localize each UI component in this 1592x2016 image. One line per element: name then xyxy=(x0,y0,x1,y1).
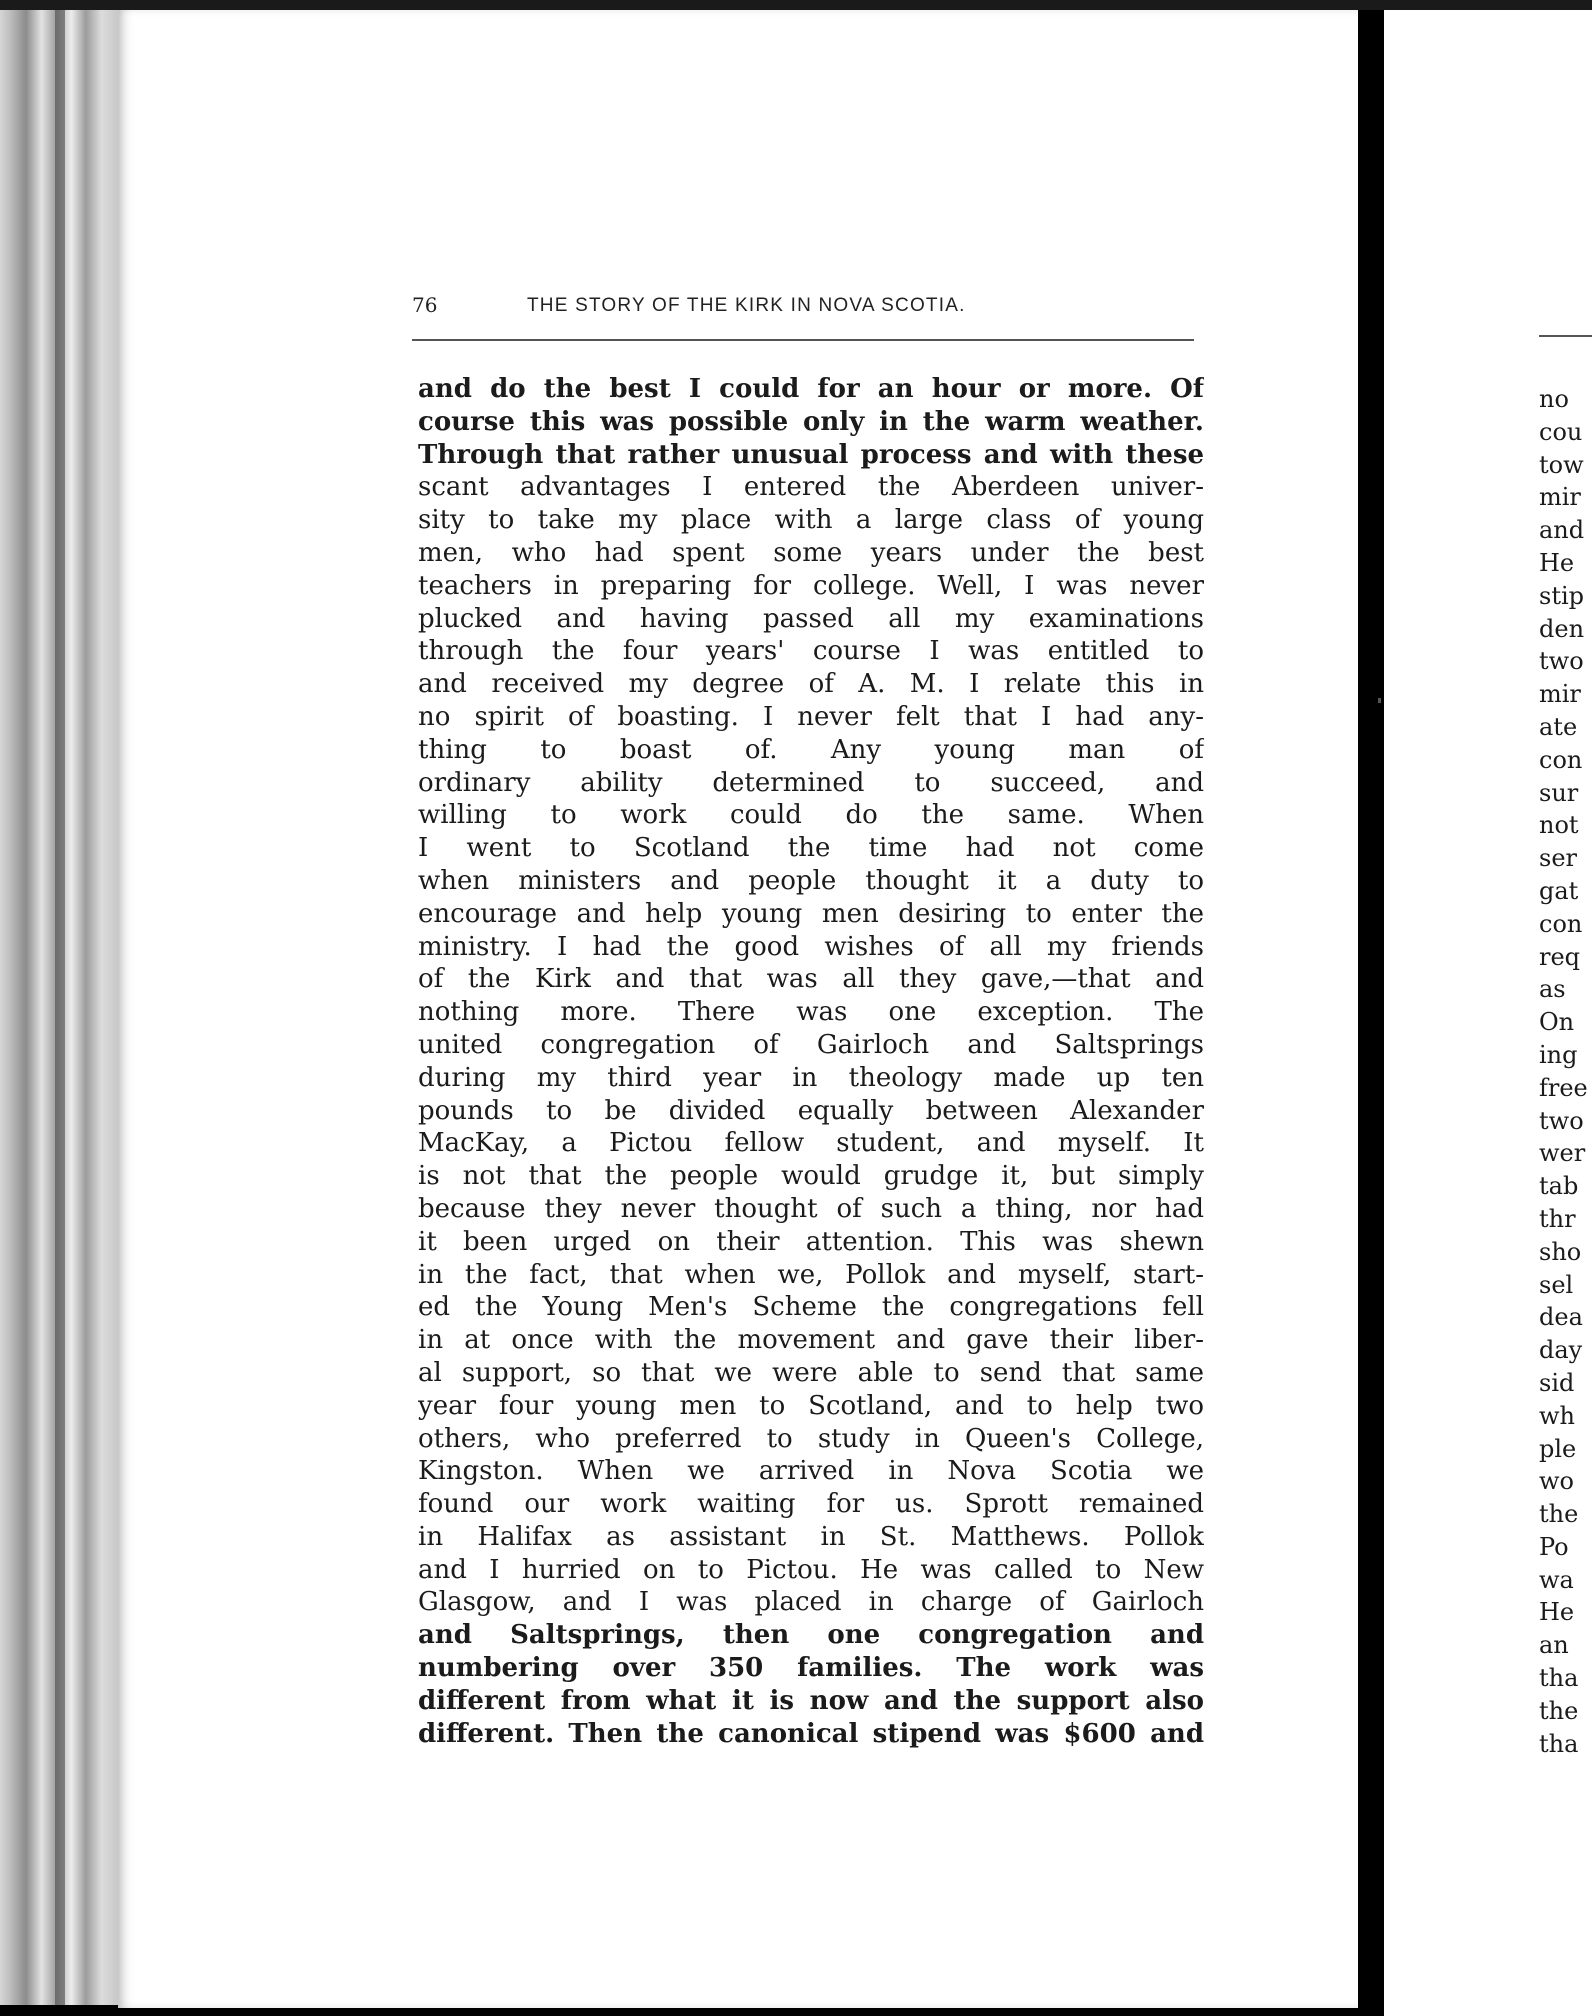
text-line: I went to Scotland the time had not come xyxy=(418,833,1204,864)
text-line: because they never thought of such a thing, nor had xyxy=(418,1193,1204,1224)
facing-page-line: tab xyxy=(1539,1172,1579,1201)
facing-page-line: sid xyxy=(1539,1368,1575,1397)
text-line: and do the best I could for an hour or more. Of xyxy=(418,374,1204,404)
facing-page-line: ate xyxy=(1539,712,1578,741)
facing-page-line: wer xyxy=(1539,1139,1586,1168)
text-line: when ministers and people thought it a duty to xyxy=(418,865,1204,896)
facing-page-line: ing xyxy=(1539,1040,1578,1069)
text-line: Glasgow, and I was placed in charge of Gairloch xyxy=(418,1587,1204,1618)
facing-page-line: two xyxy=(1539,1106,1584,1135)
body-text xyxy=(418,373,1204,1750)
facing-page-line: ple xyxy=(1539,1434,1577,1463)
text-line: during my third year in theology made up ten xyxy=(418,1062,1204,1093)
text-line: others, who preferred to study in Queen's College, xyxy=(418,1423,1204,1454)
text-line: ed the Young Men's Scheme the congregations fell xyxy=(418,1292,1204,1323)
facing-page xyxy=(1384,10,1592,2016)
facing-page-line: an xyxy=(1539,1631,1569,1660)
text-line: willing to work could do the same. When xyxy=(418,800,1204,831)
text-line: found our work waiting for us. Sprott remained xyxy=(418,1489,1204,1520)
text-line: in the fact, that when we, Pollok and myself, start- xyxy=(418,1259,1204,1290)
text-line: year four young men to Scotland, and to help two xyxy=(418,1390,1204,1421)
text-line: Kingston. When we arrived in Nova Scotia we xyxy=(418,1456,1204,1487)
text-line: and received my degree of A. M. I relate this in xyxy=(418,669,1204,700)
facing-page-text xyxy=(1539,383,1592,1760)
facing-page-line: wo xyxy=(1539,1467,1574,1496)
text-line: united congregation of Gairloch and Saltsprings xyxy=(418,1029,1204,1060)
text-line: scant advantages I entered the Aberdeen univer- xyxy=(418,472,1204,503)
facing-page-line: mir xyxy=(1539,680,1581,709)
text-line: men, who had spent some years under the best xyxy=(418,537,1204,568)
facing-page-line: cou xyxy=(1539,417,1583,446)
facing-page-line: tha xyxy=(1539,1664,1579,1693)
facing-page-line: and xyxy=(1539,516,1585,545)
page-number: 76 xyxy=(412,293,438,317)
facing-page-line: sel xyxy=(1539,1270,1574,1299)
facing-page-line: the xyxy=(1539,1696,1579,1725)
facing-page-line: sur xyxy=(1539,778,1579,807)
facing-page-line: free xyxy=(1539,1073,1588,1102)
page-gutter xyxy=(1358,10,1384,2016)
text-line: in at once with the movement and gave their liber- xyxy=(418,1325,1204,1356)
facing-page-line: con xyxy=(1539,745,1583,774)
book-page-edges xyxy=(0,10,130,2005)
text-line: different. Then the canonical stipend was $600 and xyxy=(418,1718,1204,1749)
text-line: ministry. I had the good wishes of all my friends xyxy=(418,931,1204,962)
scan-top-border xyxy=(0,0,1592,10)
text-line: through the four years' course I was entitled to xyxy=(418,636,1204,667)
book-edge-shadow xyxy=(55,10,65,2005)
text-line: al support, so that we were able to send that same xyxy=(418,1357,1204,1388)
facing-page-line: the xyxy=(1539,1500,1579,1529)
facing-page-line: thr xyxy=(1539,1204,1576,1233)
facing-page-line: gat xyxy=(1539,876,1579,905)
text-line: of the Kirk and that was all they gave,—that and xyxy=(418,964,1204,995)
facing-page-line: dea xyxy=(1539,1303,1583,1332)
facing-page-line: He xyxy=(1539,1598,1575,1627)
facing-page-line: con xyxy=(1539,909,1583,938)
text-line: in Halifax as assistant in St. Matthews. Pollok xyxy=(418,1521,1204,1552)
text-line: and I hurried on to Pictou. He was called to New xyxy=(418,1554,1204,1585)
text-line: it been urged on their attention. This was shewn xyxy=(418,1226,1204,1257)
facing-page-line: two xyxy=(1539,647,1584,676)
facing-page-line: den xyxy=(1539,614,1585,643)
facing-page-line: day xyxy=(1539,1336,1583,1365)
text-line: no spirit of boasting. I never felt that I had any- xyxy=(418,701,1204,732)
text-line: sity to take my place with a large class of young xyxy=(418,505,1204,536)
facing-page-line: On xyxy=(1539,1008,1575,1037)
text-line: numbering over 350 families. The work was xyxy=(418,1653,1204,1684)
running-head xyxy=(412,293,1194,333)
facing-page-line: tha xyxy=(1539,1729,1579,1758)
text-line: nothing more. There was one exception. The xyxy=(418,997,1204,1028)
facing-page-line: not xyxy=(1539,811,1579,840)
facing-page-line: ser xyxy=(1539,844,1577,873)
facing-page-line: stip xyxy=(1539,581,1584,610)
text-line: and Saltsprings, then one congregation and xyxy=(418,1620,1204,1651)
facing-page-line: mir xyxy=(1539,483,1581,512)
text-line: MacKay, a Pictou fellow student, and myself. It xyxy=(418,1128,1204,1159)
running-head-title: THE STORY OF THE KIRK IN NOVA SCOTIA. xyxy=(527,295,966,316)
text-line: is not that the people would grudge it, but simply xyxy=(418,1161,1204,1192)
facing-page-line: He xyxy=(1539,548,1575,577)
facing-page-line: as xyxy=(1539,975,1566,1004)
facing-page-line: tow xyxy=(1539,450,1584,479)
text-line: Through that rather unusual process and with these xyxy=(418,439,1204,470)
text-line: different from what it is now and the support also xyxy=(418,1685,1204,1716)
scan-speck xyxy=(1378,698,1381,703)
text-line: thing to boast of. Any young man of xyxy=(418,734,1204,765)
facing-page-line: wa xyxy=(1539,1565,1574,1594)
text-line: ordinary ability determined to succeed, and xyxy=(418,767,1204,798)
facing-page-line: wh xyxy=(1539,1401,1575,1430)
facing-page-header-rule xyxy=(1539,335,1592,337)
text-line: encourage and help young men desiring to enter the xyxy=(418,898,1204,929)
text-line: teachers in preparing for college. Well, I was never xyxy=(418,570,1204,601)
facing-page-line: sho xyxy=(1539,1237,1582,1266)
text-line: plucked and having passed all my examinations xyxy=(418,603,1204,634)
text-line: course this was possible only in the warm weather. xyxy=(418,406,1204,437)
text-line: pounds to be divided equally between Alexander xyxy=(418,1095,1204,1126)
facing-page-line: Po xyxy=(1539,1532,1569,1561)
facing-page-line: no xyxy=(1539,385,1569,413)
facing-page-line: req xyxy=(1539,942,1581,971)
header-rule xyxy=(412,339,1194,341)
